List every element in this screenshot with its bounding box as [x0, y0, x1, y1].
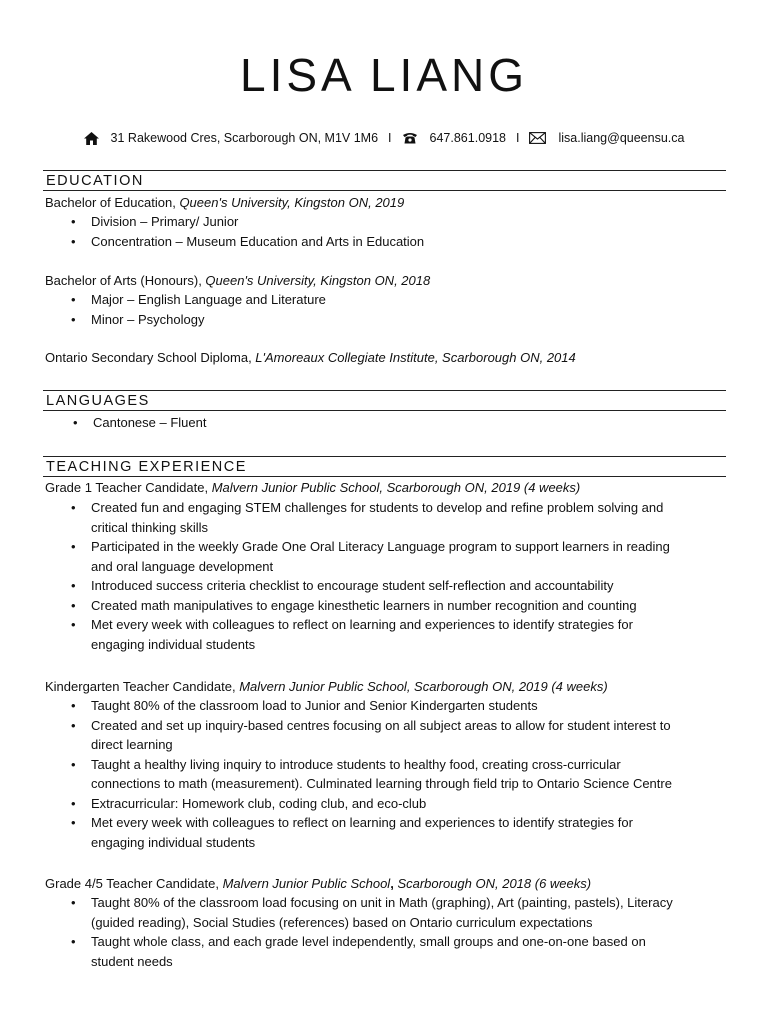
separator: I — [516, 131, 520, 145]
contact-line — [0, 131, 768, 145]
list-item — [45, 813, 725, 852]
envelope-icon — [529, 132, 546, 144]
phone-text: 647.861.0918 — [429, 131, 506, 145]
line: Met every week with colleagues to reflect on learning and experiences to identify strategies for — [91, 617, 633, 632]
list-item — [45, 794, 725, 814]
line: Taught whole class, and each grade level independently, small groups and one-on-one based on — [91, 934, 646, 949]
separator: , — [231, 679, 240, 694]
teaching-bullets — [45, 696, 725, 852]
separator: , — [172, 195, 180, 210]
separator: , — [248, 350, 256, 365]
line: Introduced success criteria checklist to encourage student self-reflection and accountability — [91, 578, 614, 593]
separator: , — [204, 480, 212, 495]
list-item — [45, 615, 725, 654]
line: student needs — [91, 953, 173, 969]
address-text: 31 Rakewood Cres, Scarborough ON, M1V 1M6 — [110, 131, 379, 145]
list-item: • Minor – Psychology — [45, 310, 725, 330]
education-entry-title — [45, 193, 404, 213]
list-item — [45, 696, 725, 716]
line: Created and set up inquiry-based centres focusing on all subject areas to allow for student interest to — [91, 717, 671, 733]
list-item — [45, 576, 725, 596]
list-item: • Cantonese – Fluent — [45, 413, 725, 433]
list-item — [45, 716, 725, 755]
email-text: lisa.liang@queensu.ca — [558, 131, 685, 145]
teaching-entry-title — [45, 478, 580, 498]
line: Taught a healthy living inquiry to introduce students to healthy food, creating cross-curricular — [91, 756, 621, 772]
education-bullets — [45, 212, 725, 251]
teaching-bullets — [45, 893, 725, 971]
separator: , — [198, 273, 206, 288]
line: engaging individual students — [91, 834, 256, 850]
role-detail: Malvern Junior Public School — [222, 876, 391, 891]
section-heading-languages: LANGUAGES — [43, 390, 726, 411]
line: critical thinking skills — [91, 519, 209, 535]
teaching-bullets — [45, 498, 725, 654]
list-item — [45, 755, 725, 794]
line: Taught 80% of the classroom load to Junior and Senior Kindergarten students — [91, 698, 538, 713]
list-item — [45, 596, 725, 616]
list-item — [45, 893, 725, 932]
line: Taught 80% of the classroom load focusing on unit in Math (graphing), Art (painting, pastels), Literacy — [91, 895, 673, 910]
role-detail: Malvern Junior Public School, Scarborough ON, 2019 (4 weeks) — [239, 679, 608, 694]
separator: , — [215, 876, 223, 891]
line: direct learning — [91, 737, 173, 752]
role-title: Grade 4/5 Teacher Candidate — [45, 876, 216, 891]
list-item — [45, 932, 725, 971]
section-heading-teaching-experience: TEACHING EXPERIENCE — [43, 456, 726, 477]
role-detail-location: Scarborough ON, 2018 (6 weeks) — [397, 876, 592, 891]
line: connections to math (measurement). Culminated learning through field trip to Ontario Science Centre — [91, 776, 672, 791]
degree-title: Bachelor of Education — [45, 195, 173, 210]
languages-bullets — [45, 413, 725, 433]
line: Created math manipulatives to engage kinesthetic learners in number recognition and counting — [91, 597, 637, 613]
degree-detail: Queen's University, Kingston ON, 2019 — [179, 195, 405, 210]
list-item — [45, 537, 725, 576]
separator: I — [388, 131, 392, 145]
home-icon — [84, 132, 99, 145]
list-item: • Major – English Language and Literature — [45, 290, 725, 310]
line: and oral language development — [91, 558, 274, 574]
line: Created fun and engaging STEM challenges for students to develop and refine problem solving and — [91, 500, 664, 515]
line: (guided reading), Social Studies (references) based on Ontario curriculum expectations — [91, 914, 593, 930]
education-entry-title — [45, 348, 576, 368]
education-entry-title — [45, 271, 430, 291]
candidate-name: LISA LIANG — [239, 49, 528, 101]
list-item: • Division – Primary/ Junior — [45, 212, 725, 232]
list-item — [45, 498, 725, 537]
teaching-entry-title — [45, 677, 608, 697]
phone-icon — [402, 132, 418, 144]
degree-title: Ontario Secondary School Diploma — [45, 350, 249, 365]
degree-title: Bachelor of Arts (Honours) — [45, 273, 199, 288]
line: Participated in the weekly Grade One Oral Literacy Language program to support learners in reading — [91, 539, 670, 554]
list-item: • Concentration – Museum Education and Arts in Education — [45, 232, 725, 252]
degree-detail: L'Amoreaux Collegiate Institute, Scarborough ON, 2014 — [255, 350, 576, 365]
role-title: Kindergarten Teacher Candidate — [45, 679, 232, 694]
separator: , — [390, 876, 398, 891]
line: Met every week with colleagues to reflect on learning and experiences to identify strategies for — [91, 815, 633, 830]
line: engaging individual students — [91, 636, 256, 652]
role-detail: Malvern Junior Public School, Scarborough ON, 2019 (4 weeks) — [211, 480, 581, 495]
education-bullets — [45, 290, 725, 329]
section-heading-education: EDUCATION — [43, 170, 726, 191]
degree-detail: Queen's University, Kingston ON, 2018 — [205, 273, 431, 288]
teaching-entry-title — [45, 874, 591, 894]
role-title: Grade 1 Teacher Candidate — [45, 480, 205, 495]
line: Extracurricular: Homework club, coding club, and eco-club — [91, 795, 427, 811]
